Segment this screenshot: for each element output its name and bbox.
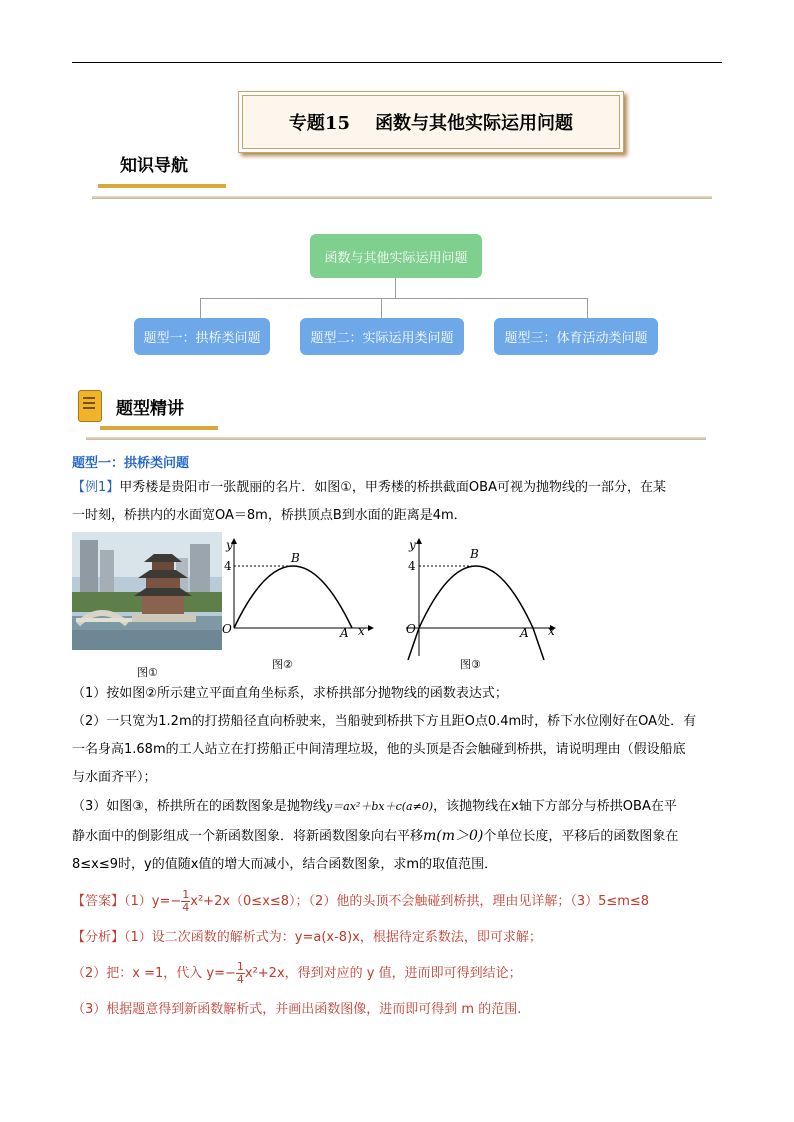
fig2-caption: 图② bbox=[272, 658, 293, 671]
jiaxiu-tower-photo bbox=[72, 532, 222, 650]
question-2-line-2: 一名身高1.68m的工人站立在打捞船正中间清理垃圾，他的头顶是否会触碰到桥拱，请说明理由（假设船底 bbox=[72, 742, 686, 757]
fig2-label-4: 4 bbox=[224, 559, 232, 573]
analysis-line-1: 【分析】（1）设二次函数的解析式为：y=a(x-8)x，根据待定系数法，即可求解； bbox=[72, 930, 542, 945]
curve-lower-right bbox=[533, 628, 544, 660]
fraction: $\frac{1}{4}$ bbox=[182, 888, 190, 914]
connector bbox=[587, 298, 588, 318]
divider-bar bbox=[86, 437, 706, 440]
mindmap-child-2: 题型二：实际运用类问题 bbox=[300, 318, 464, 355]
parabola-curve bbox=[234, 566, 352, 628]
analysis-tag: 【分析】 bbox=[72, 930, 125, 945]
analysis-line-3: （3）根据题意得到新函数解析式，并画出函数图像，进而即可得到 m 的范围. bbox=[72, 1002, 522, 1017]
connector bbox=[200, 298, 201, 318]
connector bbox=[395, 278, 396, 298]
title-prefix: 专题15 bbox=[288, 113, 350, 134]
question-3-line-1: （3）如图③，桥拱所在的函数图象是抛物线y＝ax²＋bx＋c(a≠0)，该抛物线在x轴下方部分与桥拱OBA在平 bbox=[72, 799, 677, 814]
fig3-caption: 图③ bbox=[460, 658, 481, 671]
heading-underline bbox=[98, 184, 226, 188]
example-line-2: 一时刻，桥拱内的水面宽OA＝8m，桥拱顶点B到水面的距离是4m． bbox=[72, 508, 467, 523]
fig3-label-A: A bbox=[520, 626, 529, 640]
fig3-label-4: 4 bbox=[408, 559, 416, 573]
example-tag: 【例1】 bbox=[72, 480, 120, 495]
fig3-label-B: B bbox=[470, 547, 479, 561]
fig2-label-O: O bbox=[222, 622, 232, 636]
topic-label: 题型一：拱桥类问题 bbox=[72, 456, 190, 471]
fig2-label-B: B bbox=[291, 551, 300, 565]
fig2-label-y: y bbox=[226, 538, 233, 552]
knowledge-nav-heading: 知识导航 bbox=[120, 156, 188, 176]
connector bbox=[381, 298, 382, 318]
analysis-line-2: （2）把：x =1，代入 y=− $\frac{1}{4}$ x²+2x，得到对应的 y 值，进而即可得到结论； bbox=[72, 960, 522, 986]
question-3-line-2: 静水面中的倒影组成一个新函数图象．将新函数图象向右平移m(m＞0)个单位长度，平移后的函数图象在 bbox=[72, 828, 679, 844]
fig1-caption: 图① bbox=[137, 666, 158, 679]
example-text bbox=[72, 474, 732, 502]
x-arrow-icon bbox=[368, 625, 374, 631]
question-1: （1）按如图②所示建立平面直角坐标系，求桥拱部分抛物线的函数表达式； bbox=[72, 686, 508, 701]
mindmap-child-3: 题型三：体育活动类问题 bbox=[494, 318, 658, 355]
title-main: 函数与其他实际运用问题 bbox=[375, 113, 574, 134]
mindmap-child-1: 题型一：拱桥类问题 bbox=[134, 318, 270, 355]
fig2-label-A: A bbox=[340, 626, 349, 640]
page-title bbox=[242, 95, 620, 149]
example-line-1: 甲秀楼是贵阳市一张靓丽的名片．如图①，甲秀楼的桥拱截面OBA可视为抛物线的一部分，在某 bbox=[119, 480, 666, 495]
formula-m: m(m＞0) bbox=[423, 828, 484, 844]
fraction: $\frac{1}{4}$ bbox=[236, 960, 244, 986]
answer-tag: 【答案】 bbox=[72, 894, 125, 909]
top-rule bbox=[72, 62, 722, 63]
formula: y＝ax²＋bx＋c(a≠0) bbox=[325, 800, 434, 813]
fig2-label-x: x bbox=[358, 624, 365, 638]
figure-3 bbox=[400, 536, 560, 662]
book-icon bbox=[78, 390, 102, 422]
fig3-label-x: x bbox=[548, 624, 555, 638]
mindmap-root: 函数与其他实际运用问题 bbox=[310, 234, 482, 278]
heading-underline bbox=[100, 426, 218, 430]
question-2-line-1: （2）一只宽为1.2m的打捞船径直向桥驶来，当船驶到桥拱下方且距O点0.4m时，桥下水位刚好在OA处．有 bbox=[72, 714, 697, 729]
divider-bar bbox=[92, 196, 712, 199]
section-heading: 题型精讲 bbox=[116, 399, 184, 419]
question-3-line-3: 8≤x≤9时，y的值随x值的增大而减小，结合函数图象，求m的取值范围． bbox=[72, 857, 498, 872]
answer: 【答案】（1）y=− $\frac{1}{4}$ x²+2x（0≤x≤8）；（2）他的头顶不会触碰到桥拱，理由见详解；（3）5≤m≤8 bbox=[72, 888, 650, 914]
parabola-curve bbox=[419, 566, 533, 628]
y-arrow-icon bbox=[416, 538, 422, 544]
question-2-line-3: 与水面齐平）； bbox=[72, 770, 157, 785]
fig3-label-O: O bbox=[406, 622, 416, 636]
connector bbox=[200, 298, 588, 299]
fig3-label-y: y bbox=[409, 538, 416, 552]
